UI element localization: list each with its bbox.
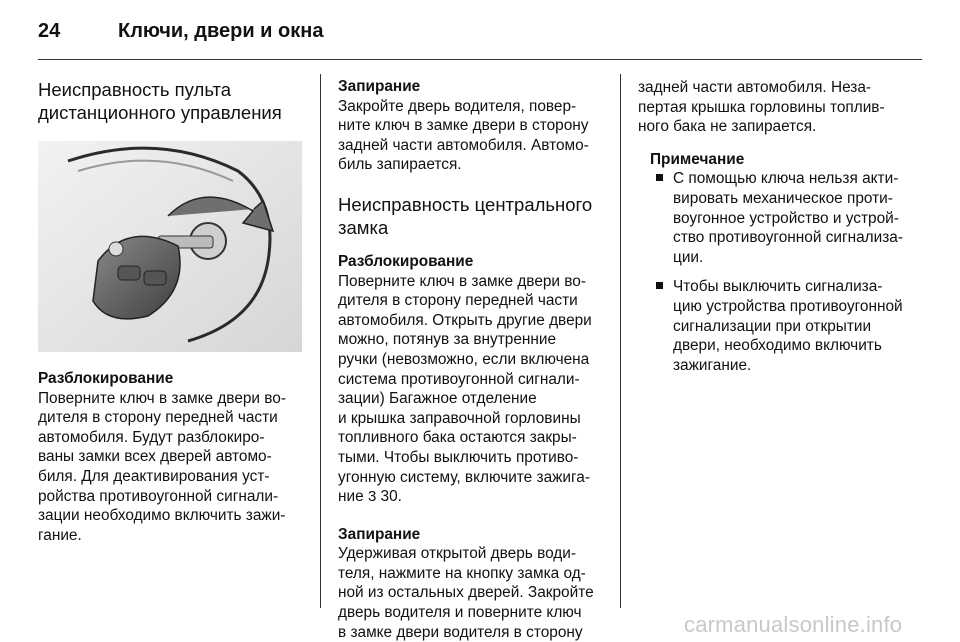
note-block [638, 150, 922, 376]
unlock-heading-remote: Разблокирование [38, 370, 174, 387]
note-bullet: Чтобы выключить сигнализа- цию устройства противоугонной сигнализации при открытии двери, необходимо включить зажигание. [650, 277, 922, 375]
section-title-central-lock: Неисправность центрального замка [338, 193, 593, 238]
key-lock-figure [38, 141, 302, 352]
bullet-square-icon [656, 174, 663, 181]
page-reference-arrow-icon: 3 [367, 488, 377, 506]
header-divider [38, 59, 922, 60]
page-number: 24 [38, 20, 61, 42]
key-turn-in-door-lock-illustration [38, 141, 302, 352]
note-heading: Примечание [650, 150, 745, 168]
column-divider-2 [620, 74, 621, 608]
chapter-title: Ключи, двери и окна [118, 20, 324, 42]
watermark: carmanualsonline.info [684, 612, 903, 637]
bullet-square-icon [656, 282, 663, 289]
lock-heading-central: Запирание [338, 525, 421, 543]
unlock-text-remote: Поверните ключ в замке двери во- дителя в сторону передней части автомобиля. Будут разблокиро- ваны замки всех дверей автомо- биля. Для деактивирования уст- ройства противоугонной сигнали- зации необходимо включить зажи- гание. [38, 389, 286, 544]
column-1 [38, 78, 308, 545]
lock-heading: Запирание [338, 78, 421, 95]
lock-text: Закройте дверь водителя, повер- ните ключ в замке двери в сторону задней части автомобиля. Автомо- биль запирается. [338, 97, 589, 174]
page-reference: 30. [376, 488, 402, 506]
unlock-text-central: Поверните ключ в замке двери во- дителя в сторону передней части автомобиля. Открыть другие двери можно, потянув за внутренние ручки (невозможно, если включена система противоугонной сигнали- зации) Багажное отделение и крышка заправочной горловины топливного бака остаются закры- тыми. Чтобы выключить противо- угонную систему, включите зажига- ние 3 30. [338, 272, 592, 506]
column-divider-1 [320, 74, 321, 608]
note-bullet: С помощью ключа нельзя акти- вировать механическое проти- воугонное устройство и устрой- ство противоугонной сигнализа- ции. [650, 169, 922, 267]
page-header [38, 14, 922, 54]
lock-text-central: Удерживая открытой дверь води- теля, нажмите на кнопку замка од- ной из остальных дверей. Закройте дверь водителя и поверните ключ в замке двери водителя в сторону [338, 545, 594, 641]
section-title-remote: Неисправность пульта дистанционного управления [38, 79, 282, 123]
unlock-heading-central: Разблокирование [338, 252, 474, 270]
column-3 [638, 78, 922, 375]
column-2 [338, 77, 610, 642]
lock-text-continued: задней части автомобиля. Неза- пертая крышка горловины топлив- ного бака не запирается. [638, 79, 885, 136]
